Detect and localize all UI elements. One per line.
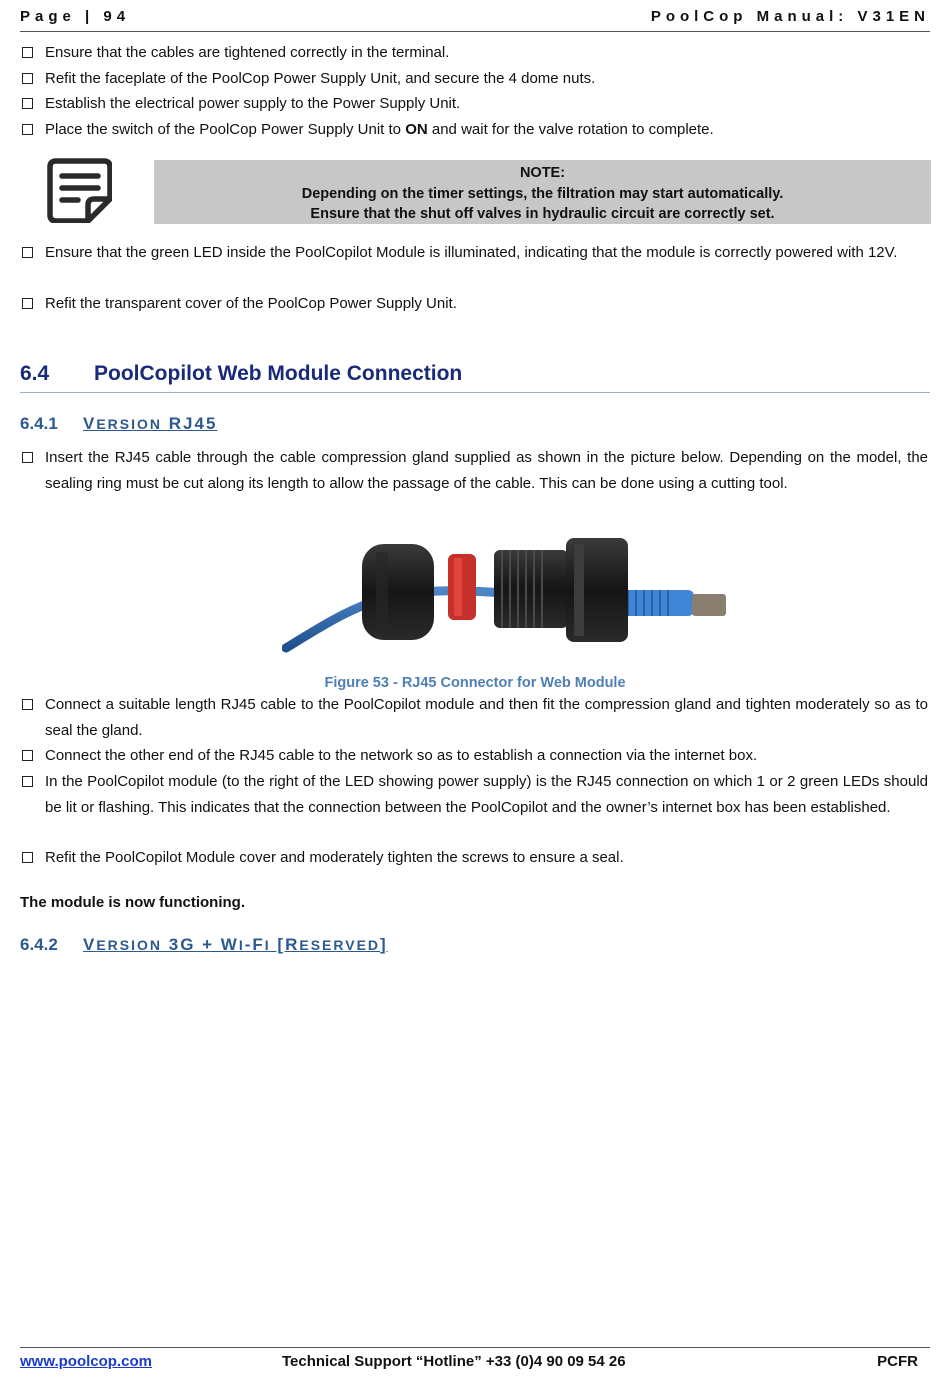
checkbox-square-icon	[22, 98, 33, 109]
footer-code: PCFR	[877, 1353, 918, 1370]
page-header	[20, 8, 930, 32]
figure-caption: Figure 53 - RJ45 Connector for Web Module	[324, 675, 626, 691]
checkbox-square-icon	[22, 852, 33, 863]
checkbox-square-icon	[22, 452, 33, 463]
list-item: Connect the other end of the RJ45 cable to the network so as to establish a connection via the internet box.	[22, 743, 928, 769]
website-link[interactable]: www.poolcop.com	[20, 1353, 152, 1370]
section-heading	[20, 360, 930, 393]
list-item: Refit the PoolCopilot Module cover and moderately tighten the screws to ensure a seal.	[22, 845, 928, 871]
checkbox-square-icon	[22, 776, 33, 787]
note-line-1: Depending on the timer settings, the filtration may start automatically.	[301, 185, 784, 202]
status-statement: The module is now functioning.	[20, 894, 245, 911]
checkbox-square-icon	[22, 699, 33, 710]
checkbox-square-icon	[22, 47, 33, 58]
checkbox-square-icon	[22, 247, 33, 258]
list-item: Place the switch of the PoolCop Power Supply Unit to ON and wait for the valve rotation to complete.	[22, 117, 928, 143]
page-number: Page | 94	[20, 8, 131, 25]
list-item: Insert the RJ45 cable through the cable compression gland supplied as shown in the picture below. Depending on the model, the sealing ring must be cut along its length to allow the passage of the cable. This can be done using a cutting tool.	[22, 445, 928, 496]
checkbox-square-icon	[22, 298, 33, 309]
note-line-2: Ensure that the shut off valves in hydraulic circuit are correctly set.	[310, 206, 775, 222]
section-number: 6.4	[20, 362, 50, 385]
note-title: NOTE:	[519, 165, 566, 181]
list-item: Refit the faceplate of the PoolCop Power Supply Unit, and secure the 4 dome nuts.	[22, 66, 928, 92]
section-title: PoolCopilot Web Module Connection	[94, 362, 463, 385]
subsection-number: 6.4.1	[20, 414, 58, 433]
note-box	[154, 160, 931, 224]
checkbox-square-icon	[22, 750, 33, 761]
subsection-title: VERSION RJ45	[83, 414, 218, 433]
rj45-connector-image	[282, 530, 732, 662]
manual-title: PoolCop Manual: V31EN	[650, 8, 930, 25]
page-footer	[20, 1347, 930, 1375]
list-item: Establish the electrical power supply to the Power Supply Unit.	[22, 91, 928, 117]
subsection-title: VERSION 3G + WI-FI [RESERVED]	[83, 935, 388, 954]
list-item: Ensure that the cables are tightened correctly in the terminal.	[22, 40, 928, 66]
checkbox-square-icon	[22, 73, 33, 84]
note-icon	[46, 157, 112, 223]
list-item: Ensure that the green LED inside the PoolCopilot Module is illuminated, indicating that the module is correctly powered with 12V.	[22, 240, 928, 266]
list-item: Refit the transparent cover of the PoolCop Power Supply Unit.	[22, 291, 928, 317]
list-item: In the PoolCopilot module (to the right of the LED showing power supply) is the RJ45 connection on which 1 or 2 green LEDs should be lit or flashing. This indicates that the connection between the PoolCopilot and the owner’s internet box has been established.	[22, 769, 928, 820]
checkbox-square-icon	[22, 124, 33, 135]
subsection-number: 6.4.2	[20, 935, 58, 954]
list-item: Connect a suitable length RJ45 cable to the PoolCopilot module and then fit the compression gland and tighten moderately so as to seal the gland.	[22, 692, 928, 743]
support-hotline: Technical Support “Hotline” +33 (0)4 90 09 54 26	[282, 1353, 626, 1370]
